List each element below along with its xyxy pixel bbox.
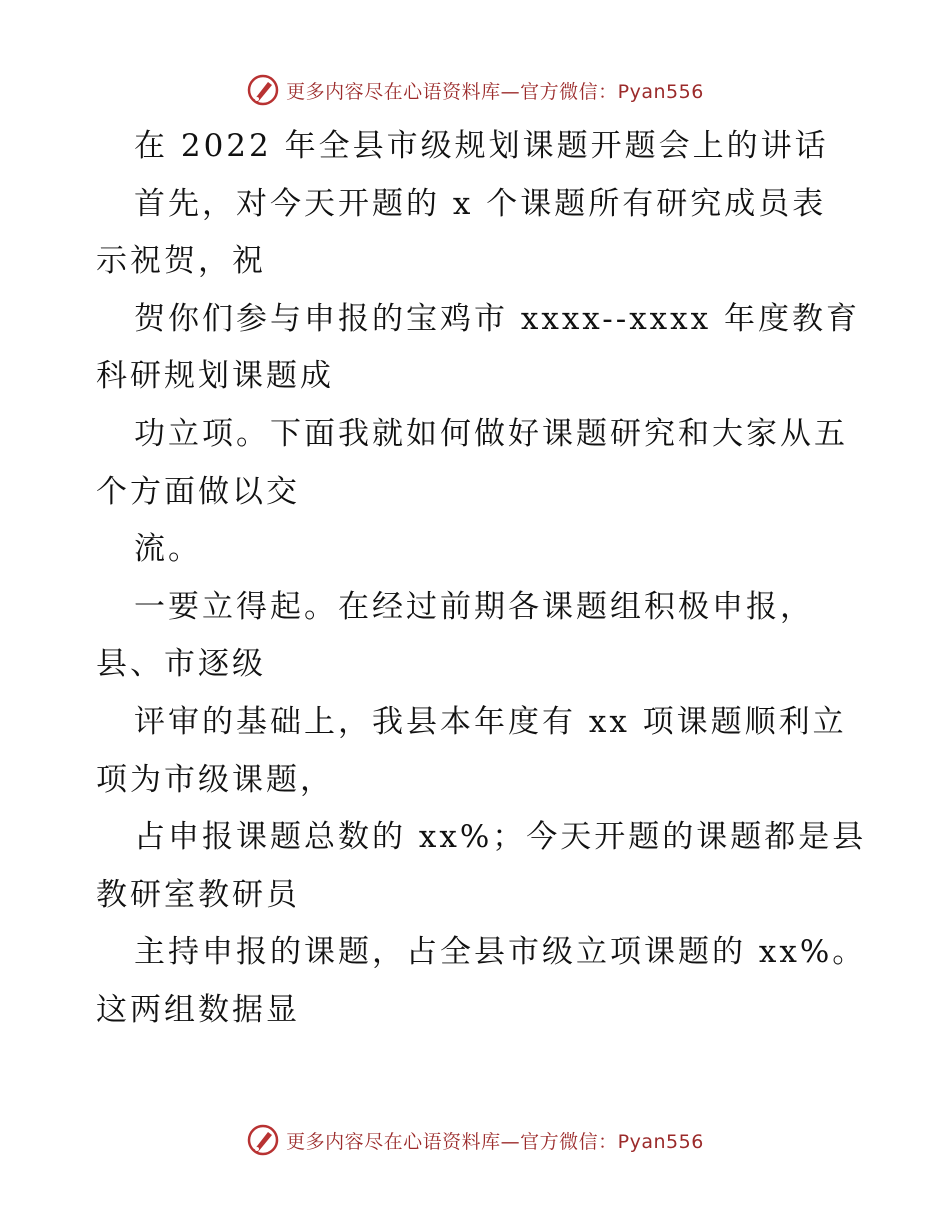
paragraph-line: 流。 xyxy=(134,531,202,568)
paragraph-line: 示祝贺，祝 xyxy=(96,243,266,280)
paragraph-line: 教研室教研员 xyxy=(96,876,300,913)
paragraph-line: 主持申报的课题，占全县市级立项课题的 xx%。 xyxy=(134,934,867,971)
paragraph-line: 贺你们参与申报的宝鸡市 xxxx--xxxx 年度教育 xyxy=(134,300,860,337)
pen-circle-logo-icon xyxy=(246,73,280,107)
paragraph-line: 个方面做以交 xyxy=(96,473,300,510)
paragraph-line: 项为市级课题， xyxy=(96,761,334,798)
document-body xyxy=(96,118,867,1040)
paragraph-line: 这两组数据显 xyxy=(96,991,300,1028)
paragraph-line: 科研规划课题成 xyxy=(96,358,334,395)
paragraph-line: 评审的基础上，我县本年度有 xx 项课题顺利立 xyxy=(134,703,847,740)
watermark-text: 更多内容尽在心语资料库—官方微信：Pyan556 xyxy=(286,1130,704,1153)
paragraph-line: 一要立得起。在经过前期各课题组积极申报， xyxy=(134,588,814,625)
header-watermark xyxy=(0,70,950,110)
footer-watermark xyxy=(0,1120,950,1160)
paragraph-line: 功立项。下面我就如何做好课题研究和大家从五 xyxy=(134,415,848,452)
paragraph-line: 占申报课题总数的 xx%；今天开题的课题都是县 xyxy=(134,819,867,856)
watermark-text: 更多内容尽在心语资料库—官方微信：Pyan556 xyxy=(286,80,704,103)
paragraph-line: 在 2022 年全县市级规划课题开题会上的讲话 xyxy=(134,128,829,164)
paragraph-line: 县、市逐级 xyxy=(96,646,266,683)
pen-circle-logo-icon xyxy=(246,1123,280,1157)
paragraph-line: 首先，对今天开题的 x 个课题所有研究成员表 xyxy=(134,185,827,222)
